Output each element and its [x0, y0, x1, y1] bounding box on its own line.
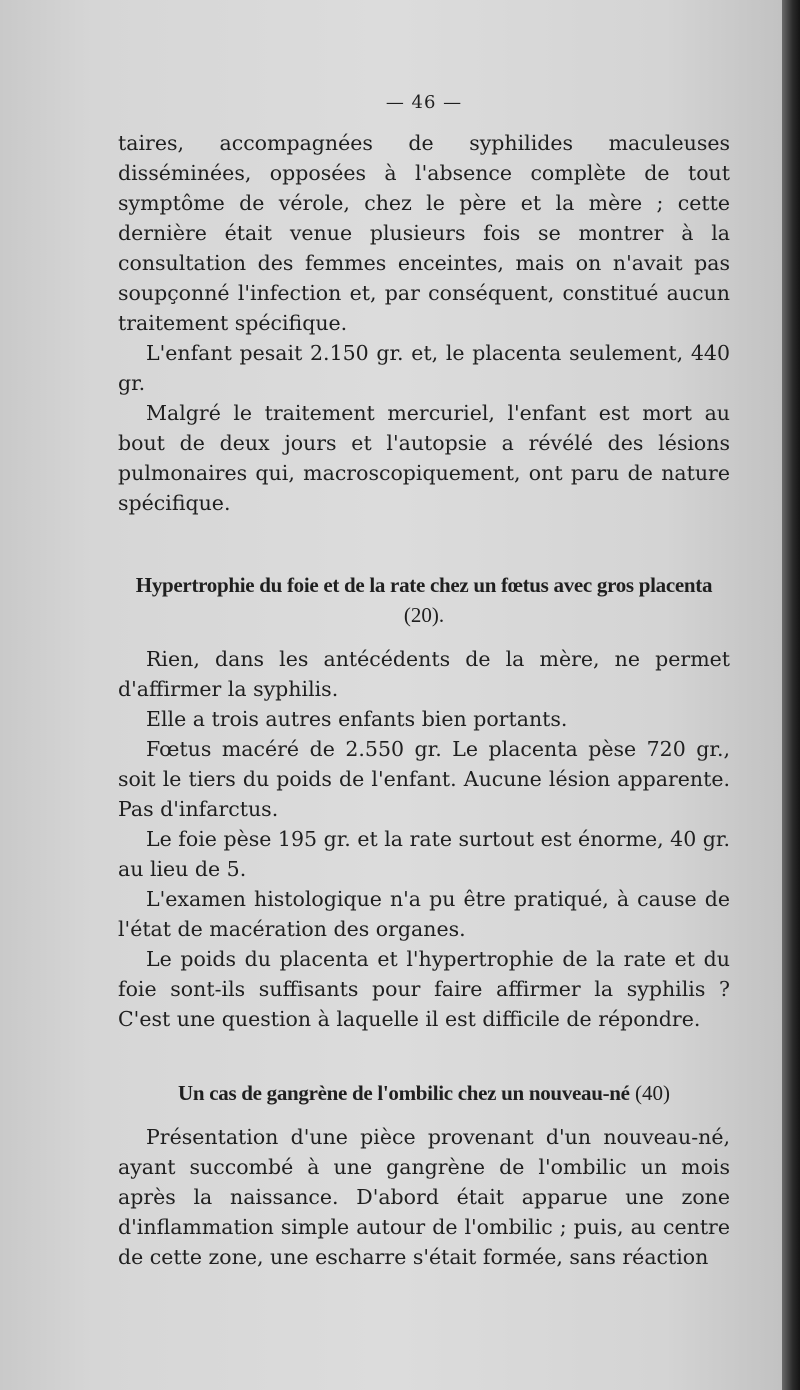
section-reference: (40) [629, 1081, 670, 1105]
paragraph: Fœtus macéré de 2.550 gr. Le placenta pèse 720 gr., soit le tiers du poids de l'enfant. Aucune lésion apparente. Pas d'infarctus. [118, 737, 730, 821]
paragraph: Le poids du placenta et l'hypertrophie de la rate et du foie sont-ils suffisants pour faire affirmer la syphilis ? C'est une question à laquelle il est difficile de répondre. [118, 947, 730, 1031]
section-title: Un cas de gangrène de l'ombilic chez un nouveau-né [178, 1081, 630, 1105]
paragraph: L'enfant pesait 2.150 gr. et, le placenta seulement, 440 gr. [118, 341, 730, 395]
book-binding-edge [782, 0, 800, 1390]
page-content [118, 88, 730, 1272]
paragraph-continued: taires, accompagnées de syphilides maculeuses disséminées, opposées à l'absence complète de tout symptôme de vérole, chez le père et la mère ; cette dernière était venue plusieurs fois se montrer à la consultation des femmes enceintes, mais on n'avait pas soupçonné l'infection et, par conséquent, constitué aucun traitement spécifique. [118, 131, 730, 335]
paragraph: Elle a trois autres enfants bien portants. [146, 707, 568, 731]
paragraph: L'examen histologique n'a pu être pratiqué, à cause de l'état de macération des organes. [118, 887, 730, 941]
section-title: Hypertrophie du foie et de la rate chez un fœtus avec gros placenta [135, 573, 713, 597]
paragraph: Présentation d'une pièce provenant d'un nouveau-né, ayant succombé à une gangrène de l'ombilic un mois après la naissance. D'abord était apparue une zone d'inflammation simple autour de l'ombilic ; puis, au centre de cette zone, une escharre s'était formée, sans réaction [118, 1125, 730, 1269]
spacer [118, 630, 730, 644]
paragraph: Malgré le traitement mercuriel, l'enfant est mort au bout de deux jours et l'autopsie a révélé des lésions pulmonaires qui, macroscopiquement, ont paru de nature spécifique. [118, 401, 730, 515]
spacer [118, 1034, 730, 1078]
paragraph: Rien, dans les antécédents de la mère, ne permet d'affirmer la syphilis. [118, 647, 730, 701]
spacer [118, 518, 730, 570]
paragraph: Le foie pèse 195 gr. et la rate surtout est énorme, 40 gr. au lieu de 5. [118, 827, 730, 881]
section-heading-gangrene [118, 1078, 730, 1108]
spacer [118, 1108, 730, 1122]
page-number: — 46 — [385, 92, 463, 113]
section-reference: (20). [403, 603, 445, 627]
section-heading-hypertrophie [118, 570, 730, 630]
